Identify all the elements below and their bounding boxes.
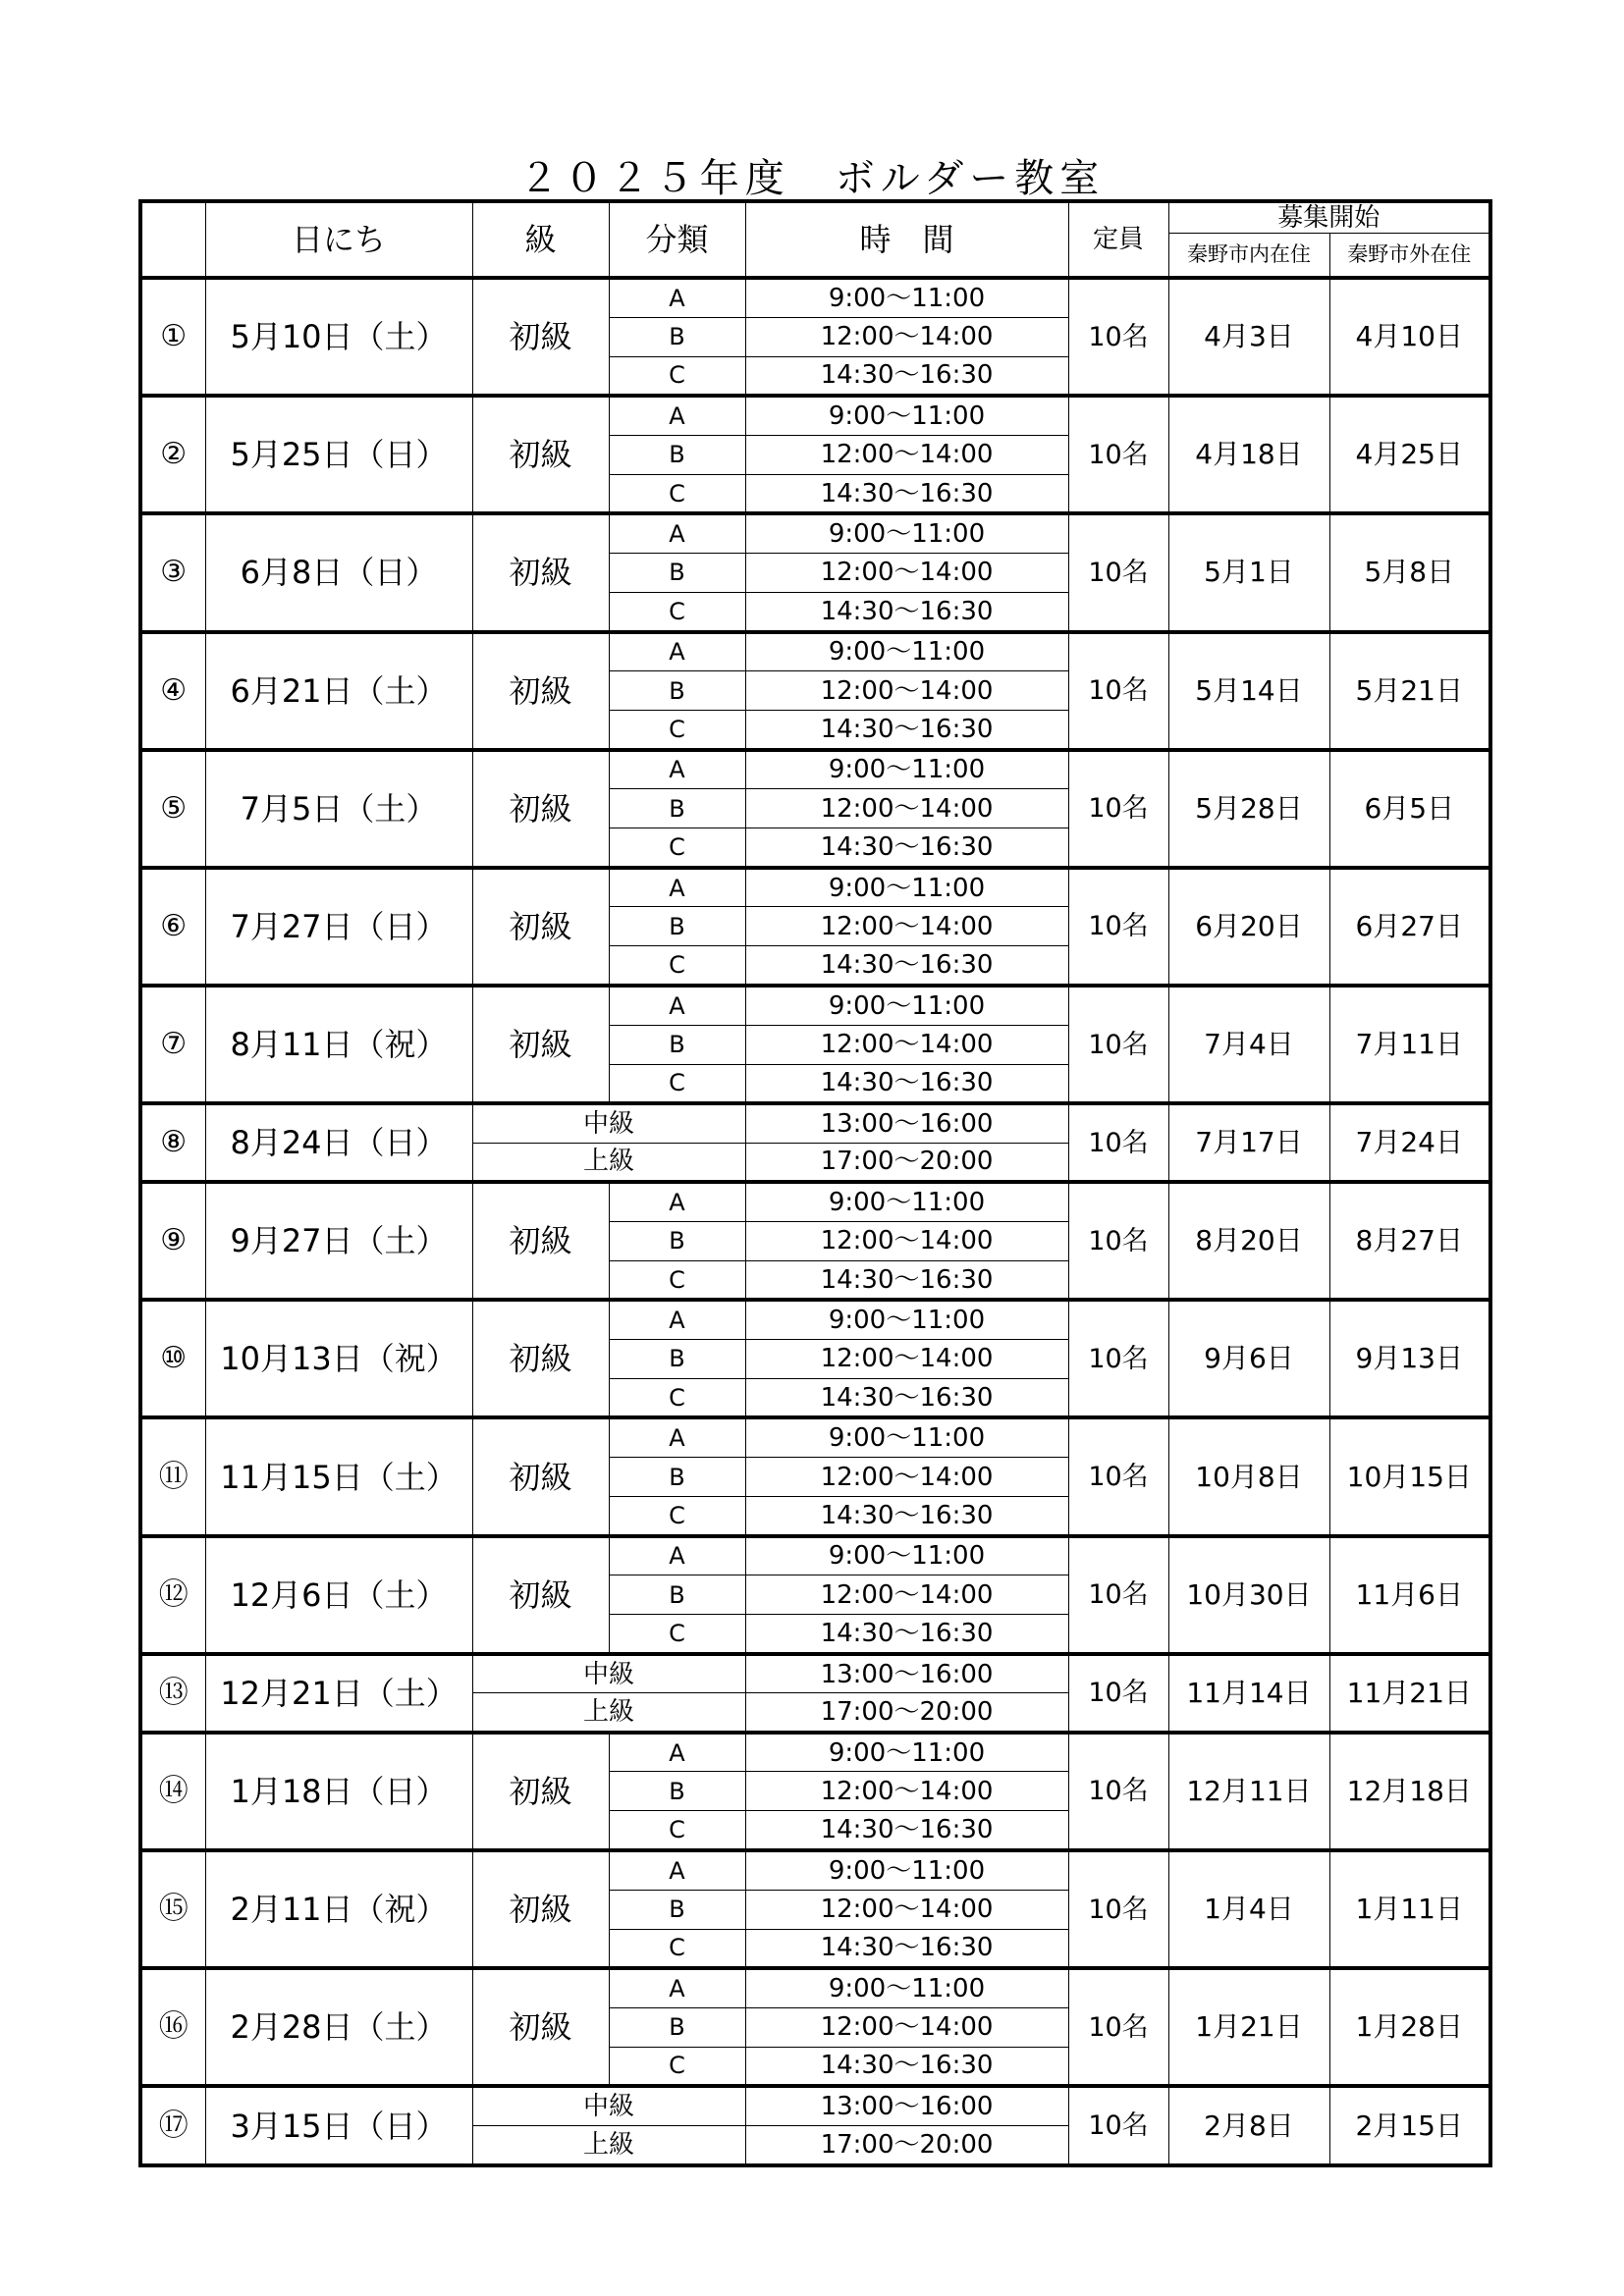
open-date-resident: 8月20日	[1168, 1182, 1329, 1300]
session-number: ⑭	[140, 1733, 205, 1850]
session-number: ⑰	[140, 2086, 205, 2165]
open-date-resident: 4月18日	[1168, 396, 1329, 513]
session-date: 5月25日（日）	[205, 396, 472, 513]
class-label: B	[609, 1772, 745, 1811]
open-date-nonresident: 10月15日	[1329, 1417, 1490, 1535]
open-date-resident: 5月14日	[1168, 632, 1329, 750]
class-time: 9:00～11:00	[745, 1733, 1068, 1772]
session-number: ⑤	[140, 750, 205, 868]
open-date-resident: 10月8日	[1168, 1417, 1329, 1535]
session-level: 初級	[472, 1733, 609, 1850]
session-level: 初級	[472, 396, 609, 513]
session-level: 初級	[472, 1182, 609, 1300]
class-time: 12:00～14:00	[745, 1025, 1068, 1064]
class-time: 14:30～16:30	[745, 711, 1068, 750]
session-number: ③	[140, 513, 205, 631]
session-number: ⑬	[140, 1654, 205, 1733]
class-label: B	[609, 1458, 745, 1497]
open-date-nonresident: 7月11日	[1329, 986, 1490, 1103]
class-label: B	[609, 435, 745, 474]
class-label: C	[609, 1497, 745, 1536]
open-date-resident: 4月3日	[1168, 278, 1329, 396]
class-label: B	[609, 1575, 745, 1615]
schedule-row	[140, 1654, 1490, 1693]
session-date: 10月13日（祝）	[205, 1300, 472, 1417]
session-capacity: 10名	[1068, 513, 1168, 631]
schedule-row	[140, 2086, 1490, 2125]
open-date-resident: 6月20日	[1168, 868, 1329, 986]
open-date-nonresident: 12月18日	[1329, 1733, 1490, 1850]
class-label: C	[609, 828, 745, 868]
class-label: C	[609, 1378, 745, 1417]
open-date-resident: 5月1日	[1168, 513, 1329, 631]
class-time: 13:00～16:00	[745, 1103, 1068, 1143]
class-time: 9:00～11:00	[745, 1850, 1068, 1890]
class-time: 12:00～14:00	[745, 1772, 1068, 1811]
class-time: 14:30～16:30	[745, 828, 1068, 868]
session-number: ⑨	[140, 1182, 205, 1300]
class-label: A	[609, 868, 745, 907]
class-time: 9:00～11:00	[745, 986, 1068, 1025]
class-level: 中級	[472, 1103, 745, 1143]
class-time: 14:30～16:30	[745, 1260, 1068, 1300]
header-capacity: 定員	[1068, 201, 1168, 278]
open-date-resident: 10月30日	[1168, 1536, 1329, 1654]
class-time: 17:00～20:00	[745, 1143, 1068, 1182]
schedule-row	[140, 1968, 1490, 2007]
open-date-resident: 9月6日	[1168, 1300, 1329, 1417]
open-date-nonresident: 9月13日	[1329, 1300, 1490, 1417]
session-number: ②	[140, 396, 205, 513]
session-level: 初級	[472, 1300, 609, 1417]
open-date-resident: 1月21日	[1168, 1968, 1329, 2086]
class-label: B	[609, 1025, 745, 1064]
header-resident: 秦野市内在住	[1168, 233, 1329, 278]
session-capacity: 10名	[1068, 1850, 1168, 1968]
schedule-row	[140, 1182, 1490, 1221]
open-date-nonresident: 1月11日	[1329, 1850, 1490, 1968]
class-time: 14:30～16:30	[745, 1929, 1068, 1968]
open-date-resident: 1月4日	[1168, 1850, 1329, 1968]
session-level: 初級	[472, 868, 609, 986]
class-label: C	[609, 1811, 745, 1850]
session-number: ①	[140, 278, 205, 396]
schedule-row	[140, 396, 1490, 435]
class-label: A	[609, 1182, 745, 1221]
class-time: 9:00～11:00	[745, 396, 1068, 435]
session-level: 初級	[472, 986, 609, 1103]
session-number: ⑧	[140, 1103, 205, 1182]
page-title: ２０２５年度 ボルダー教室	[518, 156, 1106, 201]
schedule-row	[140, 868, 1490, 907]
class-label: B	[609, 789, 745, 828]
session-date: 5月10日（土）	[205, 278, 472, 396]
class-time: 12:00～14:00	[745, 1575, 1068, 1615]
class-label: C	[609, 1929, 745, 1968]
class-label: A	[609, 1300, 745, 1339]
open-date-nonresident: 11月6日	[1329, 1536, 1490, 1654]
schedule-table	[138, 199, 1492, 2167]
class-label: A	[609, 1968, 745, 2007]
class-label: B	[609, 1339, 745, 1378]
class-time: 12:00～14:00	[745, 907, 1068, 946]
class-time: 14:30～16:30	[745, 1811, 1068, 1850]
class-time: 9:00～11:00	[745, 1536, 1068, 1575]
open-date-resident: 12月11日	[1168, 1733, 1329, 1850]
class-label: B	[609, 671, 745, 711]
header-time: 時 間	[745, 201, 1068, 278]
class-time: 9:00～11:00	[745, 868, 1068, 907]
session-capacity: 10名	[1068, 1654, 1168, 1733]
session-date: 6月8日（日）	[205, 513, 472, 631]
class-label: C	[609, 946, 745, 986]
class-time: 13:00～16:00	[745, 2086, 1068, 2125]
session-date: 12月21日（土）	[205, 1654, 472, 1733]
class-time: 12:00～14:00	[745, 435, 1068, 474]
session-capacity: 10名	[1068, 632, 1168, 750]
session-date: 3月15日（日）	[205, 2086, 472, 2165]
session-number: ④	[140, 632, 205, 750]
class-time: 14:30～16:30	[745, 592, 1068, 631]
class-label: A	[609, 632, 745, 671]
class-level: 中級	[472, 2086, 745, 2125]
class-label: C	[609, 1615, 745, 1654]
class-time: 12:00～14:00	[745, 553, 1068, 592]
session-capacity: 10名	[1068, 986, 1168, 1103]
class-time: 12:00～14:00	[745, 789, 1068, 828]
session-date: 9月27日（土）	[205, 1182, 472, 1300]
class-label: A	[609, 1733, 745, 1772]
session-date: 8月11日（祝）	[205, 986, 472, 1103]
class-time: 12:00～14:00	[745, 671, 1068, 711]
session-level: 初級	[472, 513, 609, 631]
session-date: 2月11日（祝）	[205, 1850, 472, 1968]
header-nonresident: 秦野市外在住	[1329, 233, 1490, 278]
class-label: C	[609, 356, 745, 396]
class-time: 9:00～11:00	[745, 632, 1068, 671]
class-label: C	[609, 592, 745, 631]
class-time: 12:00～14:00	[745, 1890, 1068, 1929]
class-time: 9:00～11:00	[745, 1300, 1068, 1339]
class-level: 上級	[472, 2125, 745, 2165]
schedule-row	[140, 278, 1490, 317]
class-time: 12:00～14:00	[745, 1339, 1068, 1378]
session-number: ⑩	[140, 1300, 205, 1417]
class-label: B	[609, 317, 745, 356]
open-date-nonresident: 5月21日	[1329, 632, 1490, 750]
class-label: A	[609, 278, 745, 317]
schedule-row	[140, 986, 1490, 1025]
open-date-resident: 7月4日	[1168, 986, 1329, 1103]
class-label: C	[609, 474, 745, 513]
session-level: 初級	[472, 750, 609, 868]
open-date-resident: 7月17日	[1168, 1103, 1329, 1182]
class-level: 上級	[472, 1693, 745, 1733]
class-time: 12:00～14:00	[745, 1221, 1068, 1260]
class-time: 12:00～14:00	[745, 1458, 1068, 1497]
session-capacity: 10名	[1068, 1417, 1168, 1535]
session-capacity: 10名	[1068, 1733, 1168, 1850]
session-date: 7月5日（土）	[205, 750, 472, 868]
session-date: 8月24日（日）	[205, 1103, 472, 1182]
open-date-resident: 5月28日	[1168, 750, 1329, 868]
session-capacity: 10名	[1068, 750, 1168, 868]
session-level: 初級	[472, 278, 609, 396]
class-label: A	[609, 750, 745, 789]
session-capacity: 10名	[1068, 1182, 1168, 1300]
session-capacity: 10名	[1068, 2086, 1168, 2165]
open-date-nonresident: 2月15日	[1329, 2086, 1490, 2165]
class-label: B	[609, 1890, 745, 1929]
class-time: 9:00～11:00	[745, 513, 1068, 553]
class-time: 14:30～16:30	[745, 356, 1068, 396]
session-number: ⑥	[140, 868, 205, 986]
schedule-row	[140, 1417, 1490, 1457]
class-time: 12:00～14:00	[745, 2007, 1068, 2047]
open-date-nonresident: 8月27日	[1329, 1182, 1490, 1300]
session-capacity: 10名	[1068, 1536, 1168, 1654]
open-date-nonresident: 1月28日	[1329, 1968, 1490, 2086]
session-date: 1月18日（日）	[205, 1733, 472, 1850]
header-date: 日にち	[205, 201, 472, 278]
class-label: A	[609, 986, 745, 1025]
session-number: ⑦	[140, 986, 205, 1103]
class-label: B	[609, 553, 745, 592]
class-time: 13:00～16:00	[745, 1654, 1068, 1693]
class-time: 9:00～11:00	[745, 278, 1068, 317]
class-time: 14:30～16:30	[745, 1064, 1068, 1103]
session-capacity: 10名	[1068, 396, 1168, 513]
class-time: 9:00～11:00	[745, 1417, 1068, 1457]
session-capacity: 10名	[1068, 1103, 1168, 1182]
session-date: 6月21日（土）	[205, 632, 472, 750]
schedule-row	[140, 750, 1490, 789]
session-level: 初級	[472, 1850, 609, 1968]
class-label: B	[609, 1221, 745, 1260]
session-number: ⑫	[140, 1536, 205, 1654]
open-date-nonresident: 6月5日	[1329, 750, 1490, 868]
header-level: 級	[472, 201, 609, 278]
class-label: C	[609, 1064, 745, 1103]
class-label: C	[609, 711, 745, 750]
session-date: 12月6日（土）	[205, 1536, 472, 1654]
session-level: 初級	[472, 632, 609, 750]
session-level: 初級	[472, 1536, 609, 1654]
class-time: 12:00～14:00	[745, 317, 1068, 356]
session-number: ⑪	[140, 1417, 205, 1535]
session-level: 初級	[472, 1968, 609, 2086]
class-level: 上級	[472, 1143, 745, 1182]
class-time: 9:00～11:00	[745, 1968, 1068, 2007]
open-date-resident: 11月14日	[1168, 1654, 1329, 1733]
class-label: A	[609, 1536, 745, 1575]
header-class: 分類	[609, 201, 745, 278]
open-date-nonresident: 11月21日	[1329, 1654, 1490, 1733]
open-date-resident: 2月8日	[1168, 2086, 1329, 2165]
open-date-nonresident: 4月10日	[1329, 278, 1490, 396]
open-date-nonresident: 6月27日	[1329, 868, 1490, 986]
schedule-row	[140, 632, 1490, 671]
header-no	[140, 201, 205, 278]
open-date-nonresident: 5月8日	[1329, 513, 1490, 631]
class-time: 14:30～16:30	[745, 474, 1068, 513]
class-label: C	[609, 1260, 745, 1300]
class-time: 14:30～16:30	[745, 1497, 1068, 1536]
class-time: 9:00～11:00	[745, 1182, 1068, 1221]
class-label: A	[609, 513, 745, 553]
session-capacity: 10名	[1068, 868, 1168, 986]
session-date: 11月15日（土）	[205, 1417, 472, 1535]
session-capacity: 10名	[1068, 1300, 1168, 1417]
schedule-row	[140, 1733, 1490, 1772]
class-label: C	[609, 2047, 745, 2086]
class-time: 14:30～16:30	[745, 946, 1068, 986]
schedule-row	[140, 1850, 1490, 1890]
session-capacity: 10名	[1068, 278, 1168, 396]
session-date: 7月27日（日）	[205, 868, 472, 986]
schedule-row	[140, 1300, 1490, 1339]
session-level: 初級	[472, 1417, 609, 1535]
schedule-row	[140, 513, 1490, 553]
class-time: 17:00～20:00	[745, 2125, 1068, 2165]
class-time: 14:30～16:30	[745, 2047, 1068, 2086]
class-time: 9:00～11:00	[745, 750, 1068, 789]
class-label: B	[609, 2007, 745, 2047]
class-label: A	[609, 396, 745, 435]
header-recruit: 募集開始	[1168, 201, 1490, 233]
session-capacity: 10名	[1068, 1968, 1168, 2086]
class-level: 中級	[472, 1654, 745, 1693]
session-number: ⑯	[140, 1968, 205, 2086]
class-label: A	[609, 1417, 745, 1457]
session-number: ⑮	[140, 1850, 205, 1968]
class-label: B	[609, 907, 745, 946]
class-label: A	[609, 1850, 745, 1890]
open-date-nonresident: 4月25日	[1329, 396, 1490, 513]
class-time: 14:30～16:30	[745, 1615, 1068, 1654]
schedule-row	[140, 1103, 1490, 1143]
schedule-row	[140, 1536, 1490, 1575]
class-time: 14:30～16:30	[745, 1378, 1068, 1417]
session-date: 2月28日（土）	[205, 1968, 472, 2086]
class-time: 17:00～20:00	[745, 1693, 1068, 1733]
open-date-nonresident: 7月24日	[1329, 1103, 1490, 1182]
